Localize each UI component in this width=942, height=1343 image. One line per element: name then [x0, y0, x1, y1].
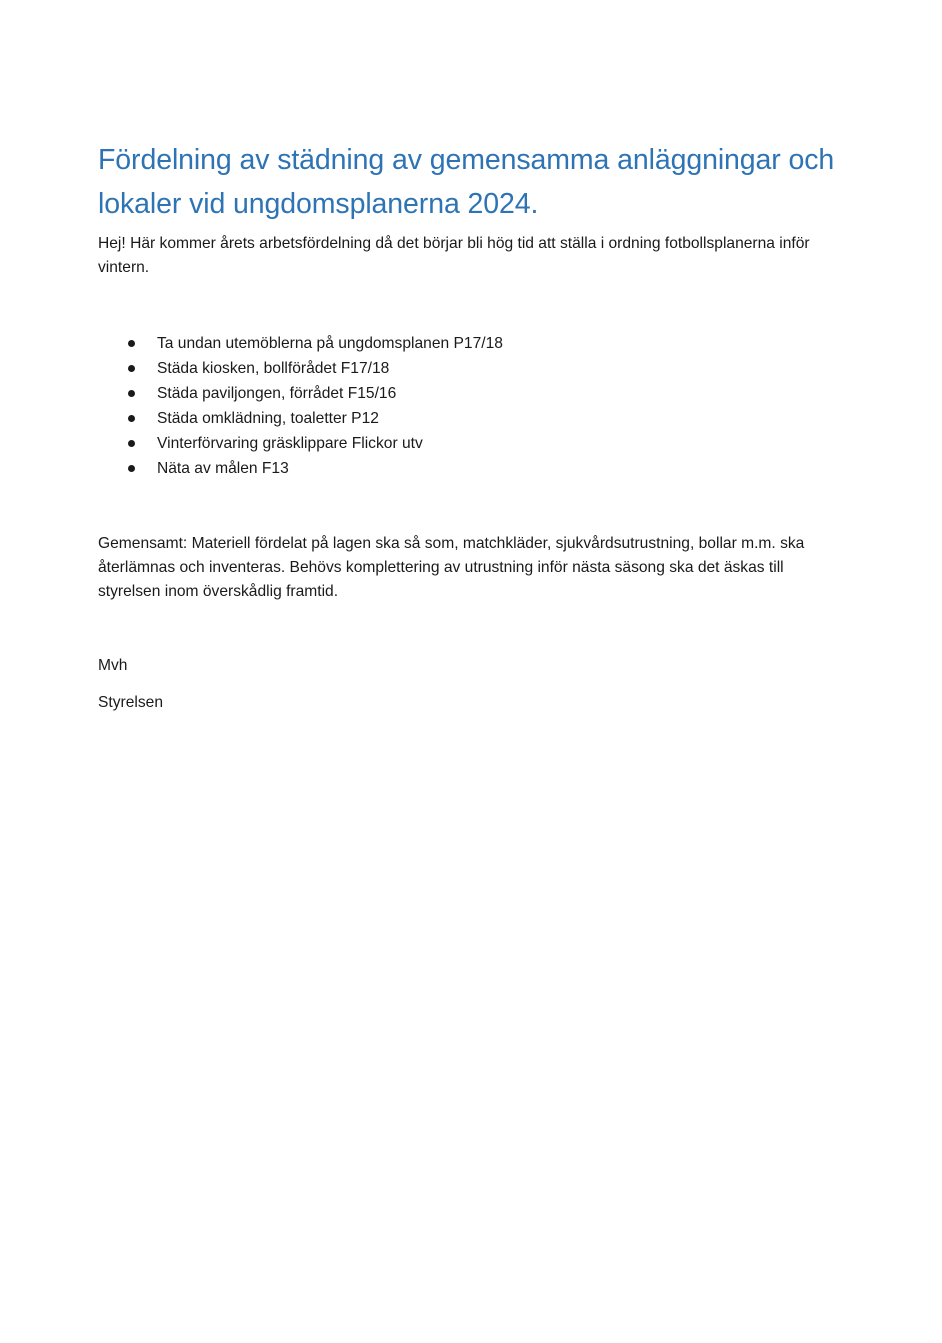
list-item	[0, 456, 860, 481]
task-text: Näta av målen F13	[157, 460, 289, 477]
task-text: Städa omklädning, toaletter P12	[157, 410, 379, 427]
bullet-icon	[128, 340, 135, 347]
closing-greeting: Mvh	[98, 657, 128, 674]
bullet-icon	[128, 415, 135, 422]
task-list	[0, 331, 860, 481]
task-text: Vinterförvaring gräsklippare Flickor utv	[157, 435, 423, 452]
list-item	[0, 356, 860, 381]
common-note-paragraph: Gemensamt: Materiell fördelat på lagen ska så som, matchkläder, sjukvårdsutrustning, bollar m.m. ska återlämnas och inventeras. Behövs komplettering av utrustning inför nästa säsong ska det äskas till styrelsen inom överskådlig framtid.	[98, 535, 805, 600]
bullet-icon	[128, 365, 135, 372]
intro-paragraph: Hej! Här kommer årets arbetsfördelning då det börjar bli hög tid att ställa i ordning fotbollsplanerna inför vintern.	[98, 235, 810, 276]
signature: Styrelsen	[98, 694, 164, 711]
list-item	[0, 431, 860, 456]
bullet-icon	[128, 390, 135, 397]
task-text: Städa kiosken, bollförådet F17/18	[157, 360, 390, 377]
list-item	[0, 406, 860, 431]
bullet-icon	[128, 465, 135, 472]
document-title: Fördelning av städning av gemensamma anläggningar och lokaler vid ungdomsplanerna 2024.	[98, 144, 835, 220]
task-text: Ta undan utemöblerna på ungdomsplanen P17/18	[157, 335, 503, 352]
list-item	[0, 331, 860, 356]
list-item	[0, 381, 860, 406]
bullet-icon	[128, 440, 135, 447]
task-text: Städa paviljongen, förrådet F15/16	[157, 385, 397, 402]
